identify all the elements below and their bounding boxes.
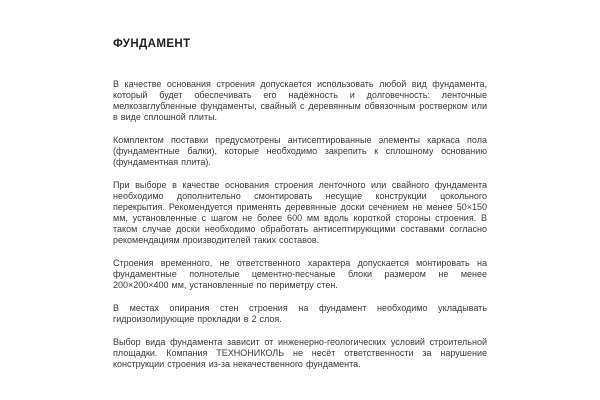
page-title: ФУНДАМЕНТ: [113, 38, 191, 50]
paragraph-foundation-types: В качестве основания строения допускается использовать любой вид фундамента, который будет обеспечивать его надёжность и долговечность: ленточные мелкозаглубленные фундаменты, свайный с деревянным обвязочным ростверком или в виде сплошной плиты.: [113, 79, 487, 122]
paragraph-disclaimer: Выбор вида фундамента зависит от инженерно-геологических условий строительной площадки. Компания ТЕХНОНИКОЛЬ не несёт ответственности за нарушение конструкции строения из-за некачественного фундамента.: [113, 337, 487, 369]
paragraph-strip-pile-foundation: При выборе в качестве основания строения ленточного или свайного фундамента необходимо дополнительно смонтировать несущие конструкции цокольного перекрытия. Рекомендуется применять деревянные доски сечением не менее 50×150 мм, установленные с шагом не более 600 мм вдоль короткой стороны строения. В таком случае доски необходимо обработать антисептирующими составами согласно рекомендациям производителей таких составов.: [113, 180, 487, 245]
paragraph-waterproofing: В местах опирания стен строения на фундамент необходимо укладывать гидроизолирующие прокладки в 2 слоя.: [113, 303, 487, 324]
paragraph-temporary-structures: Строения временного, не ответственного характера допускается монтировать на фундаментные полнотелые цементно-песчаные блоки размером не менее 200×200×400 мм, установленные по периметру стен.: [113, 258, 487, 290]
paragraph-supply-kit: Комплектом поставки предусмотрены антисептированные элементы каркаса пола (фундаментные балки), которые необходимо закрепить к сплошному основанию (фундаментная плита).: [113, 135, 487, 167]
